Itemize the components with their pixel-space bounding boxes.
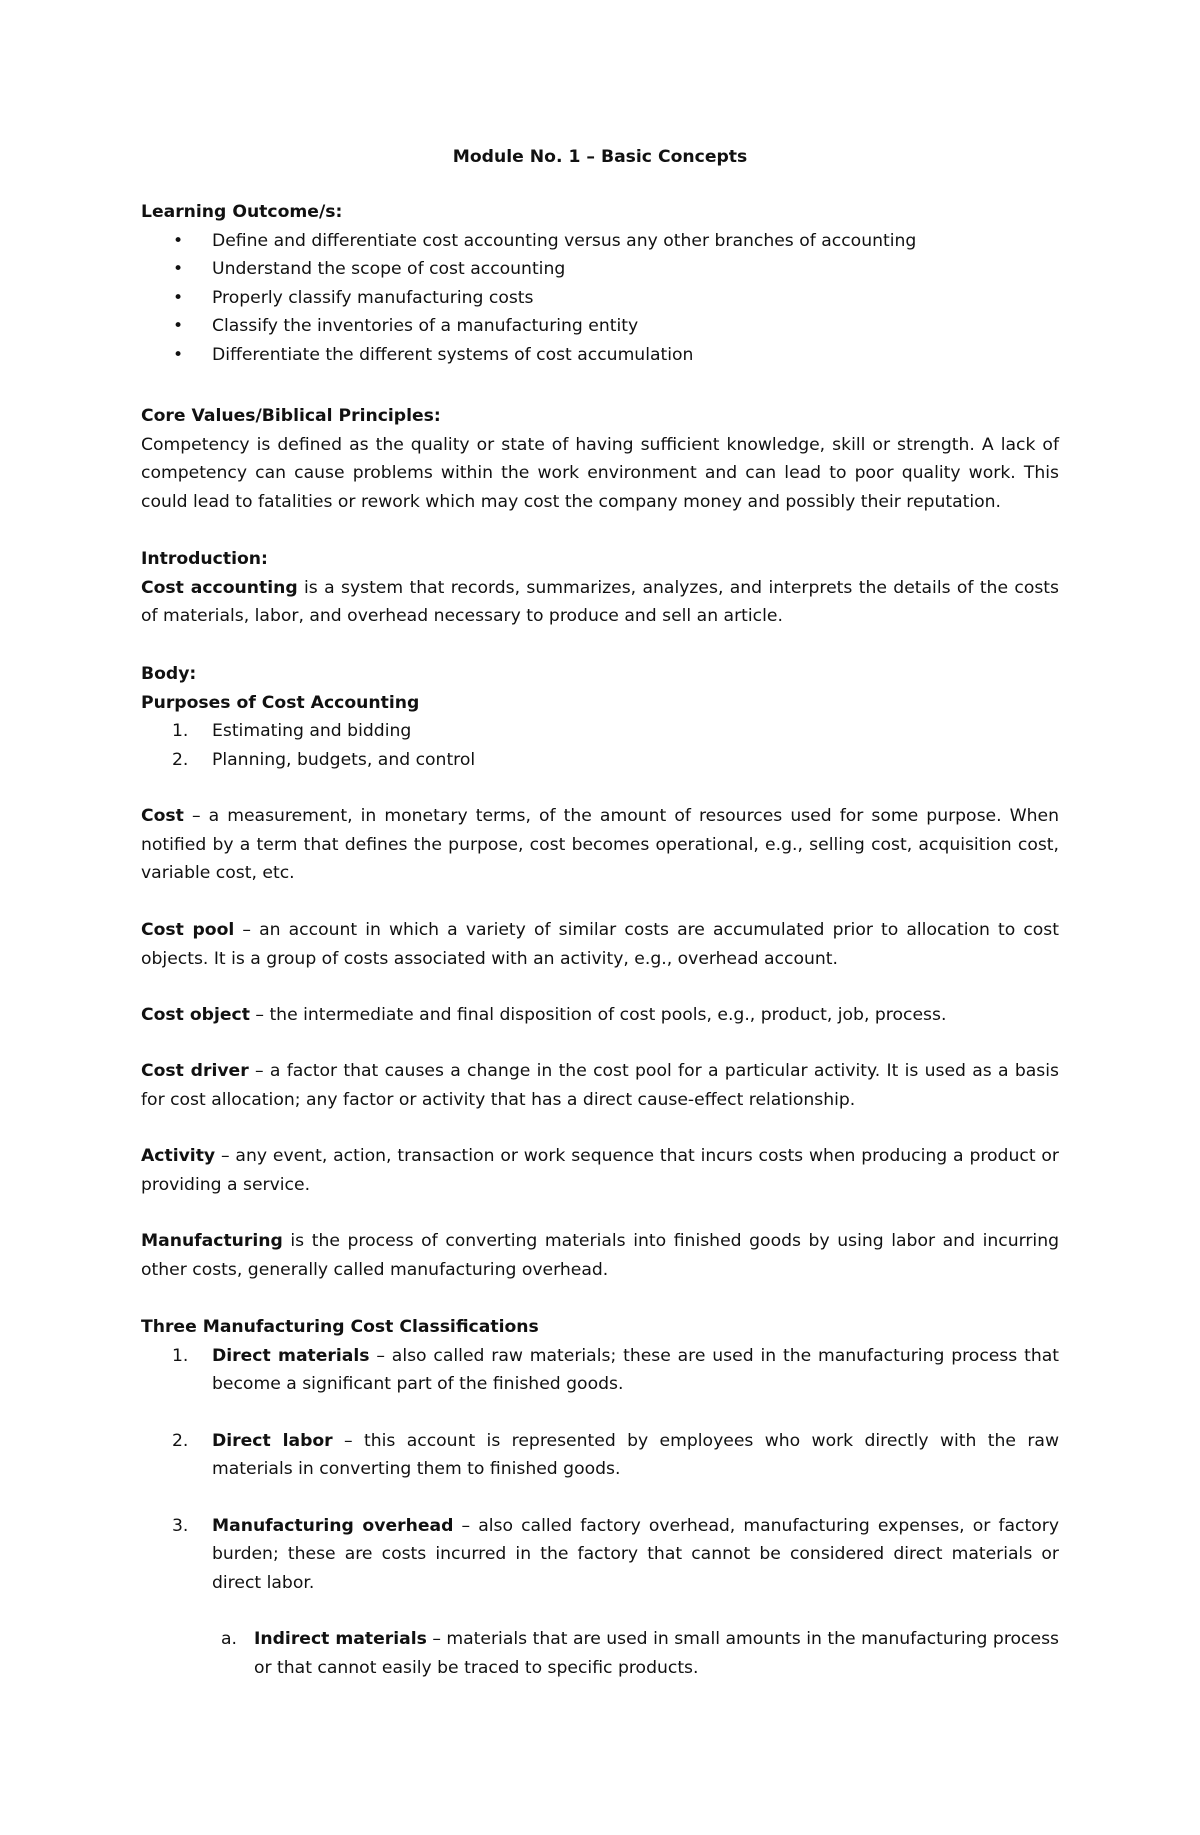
list-item [141,1512,1059,1598]
definition-cost [141,802,1059,888]
definition-text: – materials that are used in small amounts in the manufacturing process or that cannot easily be traced to specific products. [254,1629,1059,1678]
introduction-paragraph [141,574,1059,631]
definition-text: – also called raw materials; these are used in the manufacturing process that become a significant part of the finished goods. [212,1345,1059,1394]
list-marker: 2. [172,1430,189,1451]
learning-outcomes-section [141,198,1059,369]
definition-text: – the intermediate and final disposition of cost pools, e.g., product, job, process. [249,1005,947,1025]
learning-outcomes-heading: Learning Outcome/s: [141,202,343,222]
term: Cost driver [141,1061,249,1081]
list-item: • Properly classify manufacturing costs [141,284,1059,313]
definition-text: – an account in which a variety of similar costs are accumulated prior to allocation to cost objects. It is a group of costs associated with an activity, e.g., overhead account. [141,920,1059,969]
definition-text: – also called factory overhead, manufacturing expenses, or factory burden; these are costs incurred in the factory that cannot be considered direct materials or direct labor. [212,1515,1059,1593]
term: Cost object [141,1005,250,1025]
list-item-text: Estimating and bidding [212,721,412,741]
learning-outcomes-list [141,227,1059,370]
purposes-heading: Purposes of Cost Accounting [141,692,420,713]
list-item: • Define and differentiate cost accounting versus any other branches of accounting [141,227,1059,256]
list-marker: 2. [172,749,189,770]
list-item [141,1427,1059,1484]
definition-activity [141,1142,1059,1199]
term: Indirect materials [254,1629,427,1649]
definition-text: – this account is represented by employees who work directly with the raw materials in converting them to finished goods. [212,1430,1060,1479]
list-item [141,746,1059,775]
purposes-list [141,717,1059,774]
definition-cost-driver [141,1057,1059,1114]
list-marker: a. [221,1629,237,1649]
core-values-heading: Core Values/Biblical Principles: [141,406,441,426]
core-values-section [141,402,1059,516]
body-section [141,660,1059,774]
definition-text: is a system that records, summarizes, analyzes, and interprets the details of the costs of materials, labor, and overhead necessary to produce and sell an article. [141,577,1059,626]
body-heading: Body: [141,664,197,684]
definition-text: – a measurement, in monetary terms, of the amount of resources used for some purpose. When notified by a term that defines the purpose, cost becomes operational, e.g., selling cost, acquisition cost, variable cost, etc. [141,806,1059,883]
introduction-heading: Introduction: [141,549,268,569]
term: Cost [141,806,184,826]
classifications-section [141,1313,1059,1682]
term: Manufacturing [141,1231,283,1251]
list-item: • Understand the scope of cost accounting [141,255,1059,284]
list-item [141,1625,1059,1682]
list-item [141,717,1059,746]
list-item [141,1342,1059,1399]
term: Cost accounting [141,577,298,598]
term: Manufacturing overhead [212,1515,454,1536]
introduction-section [141,545,1059,631]
term: Activity [141,1146,216,1166]
list-item: • Classify the inventories of a manufacturing entity [141,312,1059,341]
definition-text: – a factor that causes a change in the cost pool for a particular activity. It is used as a basis for cost allocation; any factor or activity that has a direct cause-effect relationship. [141,1061,1059,1110]
term: Direct materials [212,1345,370,1366]
definition-text: is the process of converting materials into finished goods by using labor and incurring other costs, generally called manufacturing overhead. [141,1231,1059,1280]
definition-cost-pool [141,916,1059,973]
list-item: • Differentiate the different systems of cost accumulation [141,341,1059,370]
term: Cost pool [141,920,235,940]
list-marker: 1. [172,721,189,741]
classifications-heading: Three Manufacturing Cost Classifications [141,1317,539,1337]
definition-manufacturing [141,1227,1059,1284]
core-values-text: Competency is defined as the quality or state of having sufficient knowledge, skill or strength. A lack of competency can cause problems within the work environment and can lead to poor quality work. This could lead to fatalities or rework which may cost the company money and possibly their reputation. [141,434,1059,512]
classifications-list [141,1342,1059,1598]
list-item-text: Planning, budgets, and control [212,749,476,770]
list-marker: 1. [172,1345,189,1366]
definition-cost-object [141,1001,1059,1030]
list-marker: 3. [172,1515,189,1536]
definition-text: – any event, action, transaction or work sequence that incurs costs when producing a product or providing a service. [141,1146,1059,1195]
term: Direct labor [212,1430,333,1451]
page-title: Module No. 1 – Basic Concepts [452,147,748,167]
